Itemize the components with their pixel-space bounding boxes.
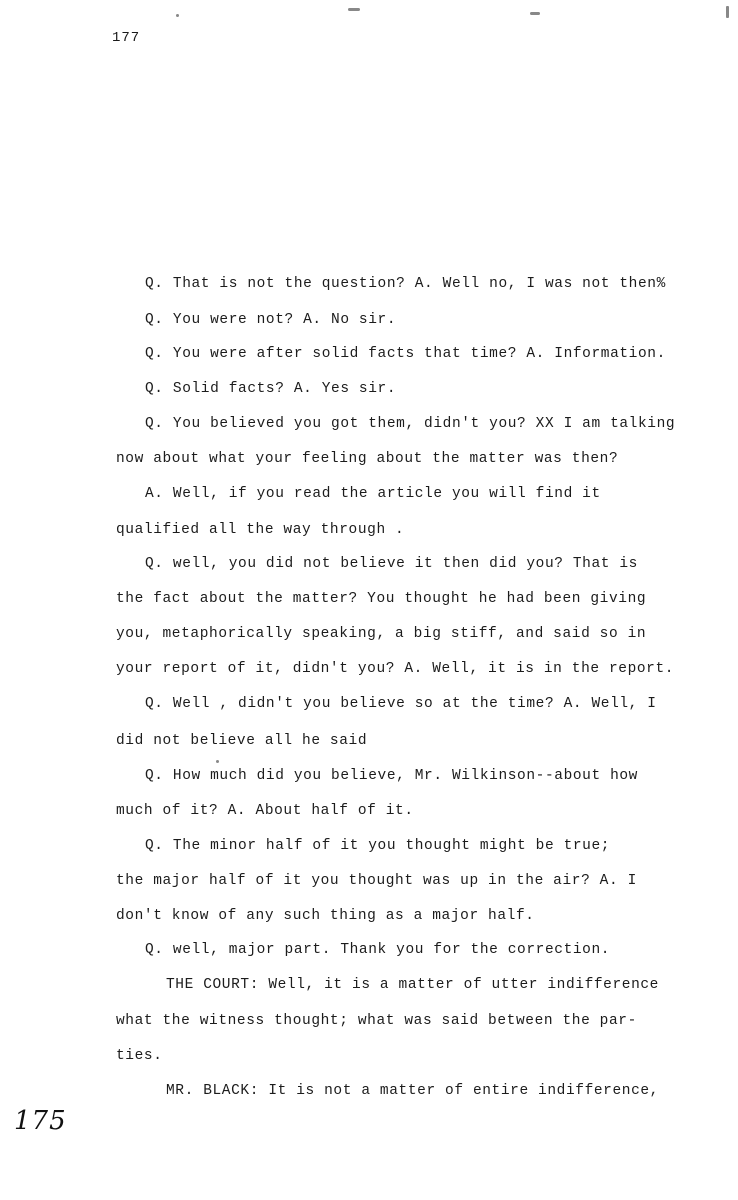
scan-speck — [176, 14, 179, 17]
scan-speck — [348, 8, 360, 11]
page-number: 177 — [112, 30, 141, 46]
transcript-line: Q. You believed you got them, didn't you? XX I am talking — [145, 416, 676, 432]
transcript-line: MR. BLACK: It is not a matter of entire indifference, — [166, 1083, 659, 1099]
transcript-line: ties. — [116, 1048, 163, 1064]
transcript-line: Q. That is not the question? A. Well no, I was not then% — [145, 276, 666, 292]
scan-speck — [216, 760, 219, 763]
transcript-line: what the witness thought; what was said between the par- — [116, 1013, 637, 1029]
transcript-line: Q. You were not? A. No sir. — [145, 312, 397, 328]
transcript-line: Q. Solid facts? A. Yes sir. — [145, 381, 397, 397]
scan-speck — [726, 6, 729, 18]
transcript-line: Q. How much did you believe, Mr. Wilkinson--about how — [145, 768, 638, 784]
transcript-line: Q. well, you did not believe it then did you? That is — [145, 556, 638, 572]
transcript-line: you, metaphorically speaking, a big stiff, and said so in — [116, 626, 647, 642]
transcript-line: the fact about the matter? You thought he had been giving — [116, 591, 647, 607]
handwritten-folio-number: 175 — [14, 1106, 67, 1136]
transcript-line: THE COURT: Well, it is a matter of utter indifference — [166, 977, 659, 993]
transcript-line: much of it? A. About half of it. — [116, 803, 414, 819]
transcript-line: Q. You were after solid facts that time? A. Information. — [145, 346, 666, 362]
transcript-line: A. Well, if you read the article you will find it — [145, 486, 601, 502]
transcript-line: your report of it, didn't you? A. Well, it is in the report. — [116, 661, 675, 677]
transcript-line: Q. Well , didn't you believe so at the time? A. Well, I — [145, 696, 657, 712]
transcript-line: qualified all the way through . — [116, 522, 405, 538]
transcript-line: don't know of any such thing as a major half. — [116, 908, 535, 924]
transcript-line: now about what your feeling about the matter was then? — [116, 451, 619, 467]
transcript-line: did not believe all he said — [116, 733, 368, 749]
transcript-line: Q. well, major part. Thank you for the correction. — [145, 942, 611, 958]
transcript-line: Q. The minor half of it you thought might be true; — [145, 838, 611, 854]
scan-speck — [530, 12, 540, 15]
transcript-line: the major half of it you thought was up in the air? A. I — [116, 873, 637, 889]
